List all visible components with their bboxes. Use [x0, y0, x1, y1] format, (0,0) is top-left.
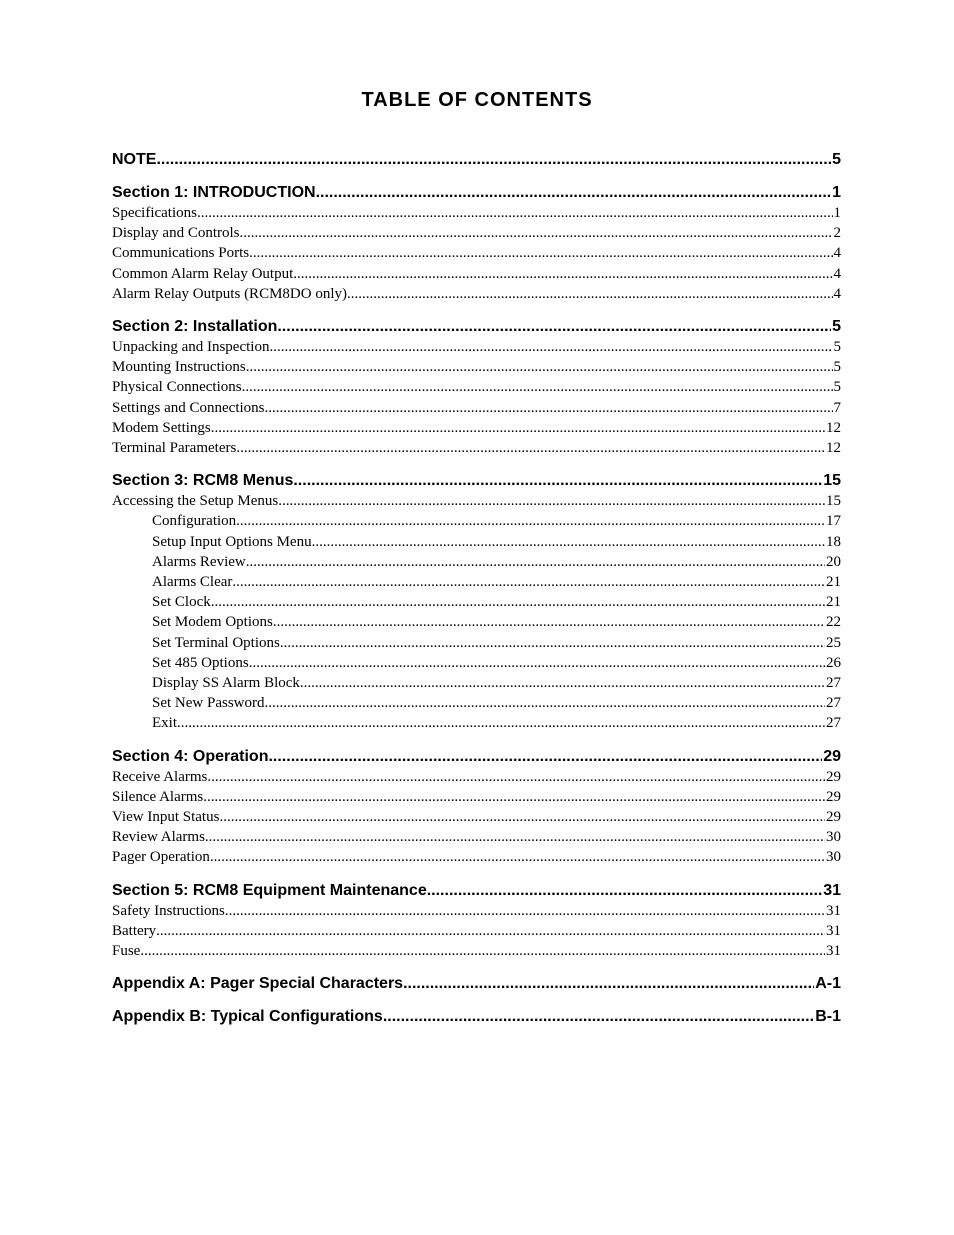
toc-entry[interactable]: [112, 787, 841, 807]
dot-leader: [268, 747, 822, 767]
dot-leader: [203, 787, 825, 807]
dot-leader: [273, 612, 825, 632]
toc-entry[interactable]: [112, 921, 841, 941]
toc-entry[interactable]: [112, 827, 841, 847]
toc-page-number: B-1: [815, 1008, 841, 1026]
toc-label: Specifications: [112, 205, 197, 221]
toc-page-number: 20: [826, 553, 841, 570]
toc-page-number: 1: [833, 205, 841, 221]
toc-page-number: 5: [832, 318, 841, 336]
toc-entry[interactable]: [112, 284, 841, 304]
toc-entry[interactable]: [112, 337, 841, 357]
toc-page-number: 18: [826, 533, 841, 550]
toc-page-number: 25: [826, 634, 841, 651]
toc-subentry[interactable]: [112, 653, 841, 673]
toc-page-number: 4: [833, 265, 841, 282]
dot-leader: [211, 418, 825, 438]
toc-subentry[interactable]: [112, 633, 841, 653]
dot-leader: [211, 592, 825, 612]
toc-section-heading[interactable]: [112, 881, 841, 901]
toc-page-number: 27: [826, 675, 841, 692]
toc-label: Appendix B: Typical Configurations: [112, 1008, 383, 1026]
toc-label: Set 485 Options: [152, 654, 249, 671]
toc-label: Review Alarms: [112, 829, 205, 846]
toc-label: Section 5: RCM8 Equipment Maintenance: [112, 881, 427, 899]
toc-page-number: 4: [833, 245, 841, 262]
toc-label: Set Clock: [152, 594, 211, 611]
toc-page-number: 26: [826, 654, 841, 671]
toc-page-number: 2: [833, 225, 841, 242]
toc-page-number: 31: [823, 881, 841, 899]
dot-leader: [265, 693, 826, 713]
toc-section-heading[interactable]: [112, 747, 841, 767]
toc-label: Unpacking and Inspection: [112, 339, 270, 356]
toc-entry[interactable]: [112, 491, 841, 511]
toc-label: View Input Status: [112, 809, 220, 826]
toc-page-number: 4: [833, 285, 841, 302]
dot-leader: [210, 847, 825, 867]
toc-label: Alarms Clear: [152, 574, 233, 591]
toc-page-number: A-1: [815, 975, 841, 993]
toc-subentry[interactable]: [112, 572, 841, 592]
dot-leader: [403, 974, 814, 994]
toc-entry[interactable]: [112, 941, 841, 961]
toc-label: Section 3: RCM8 Menus: [112, 472, 294, 490]
toc-label: Configuration: [152, 513, 237, 530]
toc-label: Settings and Connections: [112, 399, 265, 416]
toc-page-number: 31: [826, 943, 841, 960]
toc-entry[interactable]: [112, 223, 841, 243]
toc-entry[interactable]: [112, 847, 841, 867]
dot-leader: [240, 223, 833, 243]
dot-leader: [249, 243, 832, 263]
dot-leader: [427, 881, 822, 901]
toc-subentry[interactable]: [112, 673, 841, 693]
toc-label: Exit: [152, 715, 177, 732]
dot-leader: [225, 901, 825, 921]
toc-label: Section 1: INTRODUCTION: [112, 184, 316, 201]
dot-leader: [383, 1007, 814, 1027]
toc-label: NOTE: [112, 151, 157, 168]
toc-subentry[interactable]: [112, 612, 841, 632]
toc-subentry[interactable]: [112, 511, 841, 531]
toc-page-number: 29: [826, 788, 841, 805]
dot-leader: [207, 767, 825, 787]
dot-leader: [236, 438, 825, 458]
toc-label: Alarm Relay Outputs (RCM8DO only): [112, 285, 347, 302]
toc-label: Modem Settings: [112, 419, 211, 436]
toc-page-number: 15: [823, 472, 841, 490]
toc-page-number: 21: [826, 594, 841, 611]
toc-entry[interactable]: [112, 243, 841, 263]
toc-page-number: 30: [826, 829, 841, 846]
dot-leader: [177, 713, 825, 733]
toc-entry[interactable]: [112, 264, 841, 284]
toc-label: Section 2: Installation: [112, 318, 278, 336]
toc-section-heading[interactable]: [112, 471, 841, 491]
toc-label: Setup Input Options Menu: [152, 533, 312, 550]
dot-leader: [242, 377, 833, 397]
toc-label: Set Modem Options: [152, 614, 273, 631]
toc-entry[interactable]: [112, 203, 841, 223]
toc-section-heading[interactable]: [112, 974, 841, 994]
dot-leader: [293, 471, 822, 491]
toc-page-number: 12: [826, 440, 841, 457]
dot-leader: [316, 183, 832, 203]
dot-leader: [277, 317, 831, 337]
toc-page-number: 5: [833, 379, 841, 396]
dot-leader: [265, 398, 833, 418]
toc-label: Safety Instructions: [112, 902, 225, 919]
dot-leader: [156, 921, 825, 941]
dot-leader: [312, 532, 825, 552]
dot-leader: [197, 203, 833, 223]
toc-page-number: 15: [826, 493, 841, 510]
toc-label: Common Alarm Relay Output: [112, 265, 294, 282]
toc-label: Display SS Alarm Block: [152, 675, 300, 692]
dot-leader: [156, 150, 831, 170]
toc-label: Section 4: Operation: [112, 747, 269, 765]
toc-label: Alarms Review: [152, 553, 246, 570]
dot-leader: [249, 653, 825, 673]
toc-page-number: 30: [826, 849, 841, 866]
toc-page-number: 1: [832, 184, 841, 201]
dot-leader: [236, 511, 825, 531]
dot-leader: [278, 491, 825, 511]
toc-subentry[interactable]: [112, 552, 841, 572]
toc-label: Receive Alarms: [112, 768, 208, 785]
dot-leader: [246, 357, 833, 377]
toc-label: Battery: [112, 922, 157, 939]
dot-leader: [246, 552, 825, 572]
toc-label: Pager Operation: [112, 849, 210, 866]
toc-page-number: 12: [826, 419, 841, 436]
toc-page-number: 31: [826, 902, 841, 919]
toc-label: Physical Connections: [112, 379, 242, 396]
dot-leader: [219, 807, 825, 827]
toc-entry[interactable]: [112, 438, 841, 458]
toc-label: Set Terminal Options: [152, 634, 280, 651]
toc-page-number: 5: [833, 359, 841, 376]
toc-entry[interactable]: [112, 418, 841, 438]
toc-section-heading[interactable]: [112, 1007, 841, 1027]
toc-entry[interactable]: [112, 807, 841, 827]
toc-page-number: 27: [826, 715, 841, 732]
toc-page-number: 29: [826, 809, 841, 826]
toc-label: Appendix A: Pager Special Characters: [112, 975, 404, 993]
toc-subentry[interactable]: [112, 592, 841, 612]
toc-entry[interactable]: [112, 767, 841, 787]
toc-subentry[interactable]: [112, 532, 841, 552]
toc-entry[interactable]: [112, 901, 841, 921]
toc-page-number: 7: [833, 399, 841, 416]
toc-section-heading[interactable]: [112, 150, 841, 170]
toc-entry[interactable]: [112, 398, 841, 418]
toc-page-number: 17: [826, 513, 841, 530]
toc-page-number: 21: [826, 574, 841, 591]
dot-leader: [300, 673, 825, 693]
dot-leader: [205, 827, 825, 847]
toc-label: Silence Alarms: [112, 788, 204, 805]
dot-leader: [280, 633, 825, 653]
toc-page-number: 27: [826, 695, 841, 712]
toc-page-number: 5: [832, 151, 841, 168]
toc-entry[interactable]: [112, 377, 841, 397]
toc-label: Accessing the Setup Menus: [112, 493, 279, 510]
dot-leader: [293, 264, 832, 284]
toc-subentry[interactable]: [112, 713, 841, 733]
table-of-contents: [112, 150, 841, 1027]
dot-leader: [232, 572, 825, 592]
dot-leader: [347, 284, 833, 304]
toc-section-heading[interactable]: [112, 317, 841, 337]
dot-leader: [140, 941, 825, 961]
toc-entry[interactable]: [112, 357, 841, 377]
toc-subentry[interactable]: [112, 693, 841, 713]
toc-page-number: 5: [833, 339, 841, 356]
toc-label: Terminal Parameters: [112, 440, 237, 457]
page-title: TABLE OF CONTENTS: [361, 89, 593, 111]
toc-page-number: 29: [823, 747, 841, 765]
toc-page-number: 31: [826, 922, 841, 939]
toc-label: Display and Controls: [112, 225, 240, 242]
toc-label: Fuse: [112, 943, 141, 960]
dot-leader: [269, 337, 832, 357]
toc-section-heading[interactable]: [112, 183, 841, 203]
toc-label: Set New Password: [152, 695, 265, 712]
toc-page-number: 22: [826, 614, 841, 631]
toc-label: Communications Ports: [112, 245, 250, 262]
toc-label: Mounting Instructions: [112, 359, 246, 376]
toc-page-number: 29: [826, 768, 841, 785]
